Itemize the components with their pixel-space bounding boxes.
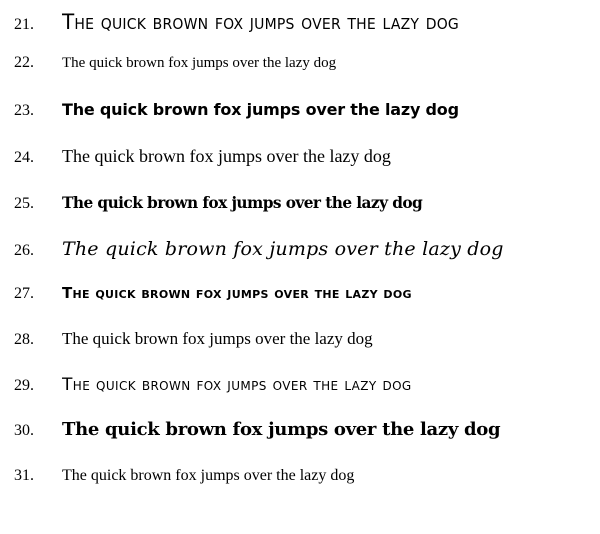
row-sample-text: The quick brown fox jumps over the lazy dog xyxy=(62,419,501,440)
specimen-row xyxy=(0,100,600,146)
specimen-row xyxy=(0,284,600,329)
row-sample-text: The quick brown fox jumps over the lazy dog xyxy=(62,238,504,260)
row-number: 21. xyxy=(14,16,34,33)
row-number: 28. xyxy=(14,331,34,348)
row-number: 29. xyxy=(14,377,34,394)
specimen-row xyxy=(0,54,600,100)
row-number: 27. xyxy=(14,285,34,302)
row-sample-text: The quick brown fox jumps over the lazy dog xyxy=(62,146,391,166)
specimen-row xyxy=(0,329,600,375)
specimen-row xyxy=(0,193,600,238)
specimen-row xyxy=(0,238,600,284)
specimen-row xyxy=(0,146,600,193)
row-sample-text: The quick brown fox jumps over the lazy dog xyxy=(62,193,423,212)
row-number: 25. xyxy=(14,195,34,212)
specimen-row xyxy=(0,467,600,513)
row-sample-text: The quick brown fox jumps over the lazy dog xyxy=(62,467,355,484)
specimen-row xyxy=(0,419,600,467)
row-number: 22. xyxy=(14,54,34,71)
row-sample-text: The quick brown fox jumps over the lazy dog xyxy=(62,375,412,395)
specimen-row xyxy=(0,10,600,54)
row-number: 26. xyxy=(14,242,34,259)
row-sample-text: The quick brown fox jumps over the lazy dog xyxy=(62,329,373,348)
row-number: 31. xyxy=(14,467,34,484)
row-number: 24. xyxy=(14,149,34,166)
row-sample-text: The quick brown fox jumps over the lazy dog xyxy=(62,8,459,34)
specimen-row xyxy=(0,375,600,419)
row-sample-text: The quick brown fox jumps over the lazy dog xyxy=(62,55,337,71)
row-number: 30. xyxy=(14,422,34,439)
row-sample-text: The quick brown fox jumps over the lazy dog xyxy=(62,99,459,119)
row-number: 23. xyxy=(14,102,34,119)
row-sample-text: The quick brown fox jumps over the lazy dog xyxy=(62,284,412,302)
